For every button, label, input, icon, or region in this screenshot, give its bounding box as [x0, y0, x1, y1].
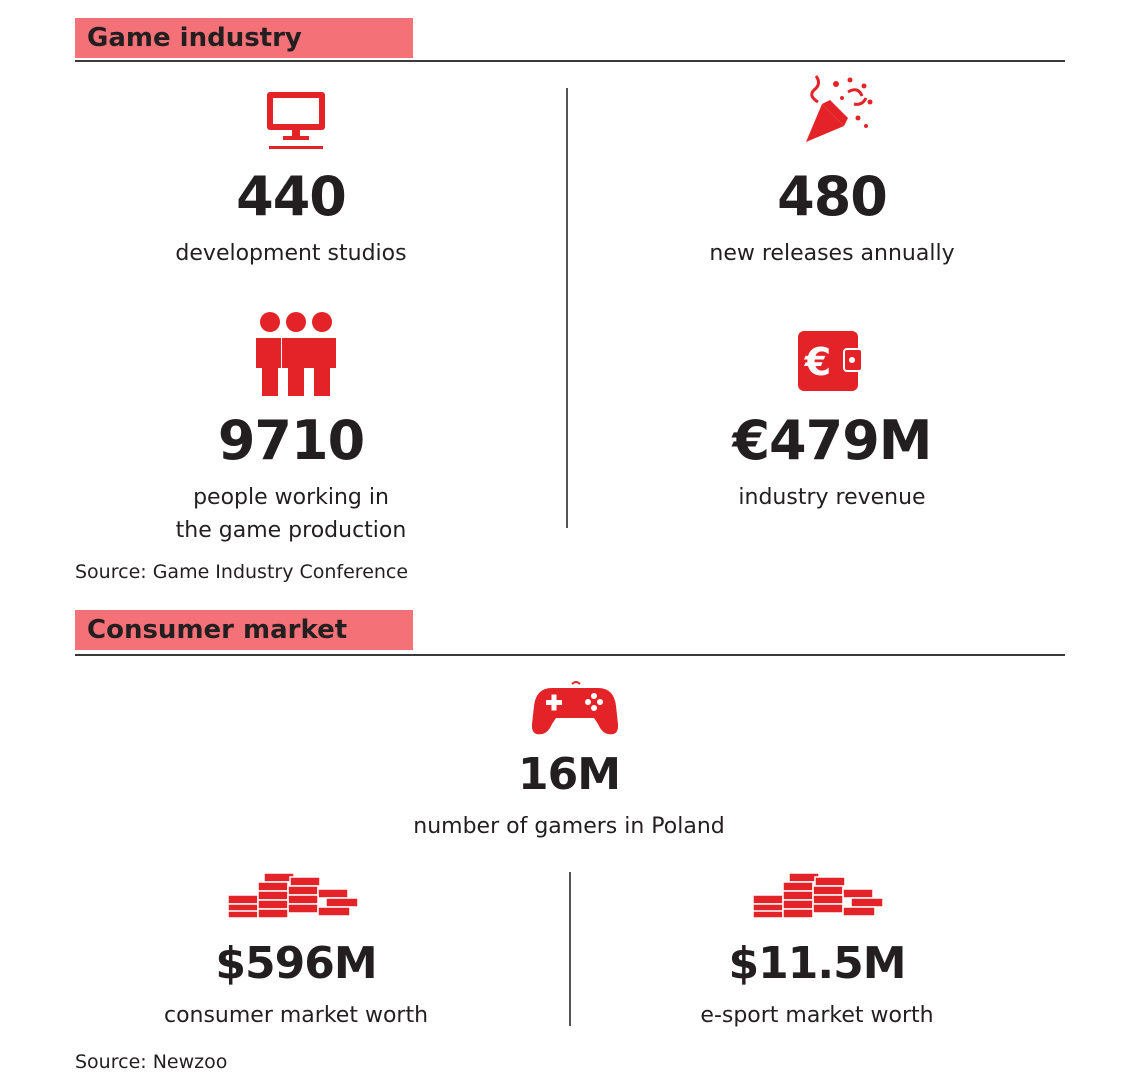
stat-label-esport-market: e-sport market worth	[700, 1003, 934, 1028]
source-note: Source: Game Industry Conference	[75, 561, 409, 583]
source-note: Source: Newzoo	[75, 1051, 228, 1073]
stat-value-gamers: 16M	[517, 749, 620, 800]
stat-label-studios: development studios	[175, 241, 407, 266]
monitor-icon	[265, 90, 327, 152]
party-popper-icon	[802, 74, 876, 146]
column-divider	[566, 88, 568, 528]
svg-text:€: €	[804, 340, 832, 384]
stat-label-consumer-market: consumer market worth	[163, 1003, 429, 1028]
stat-value-esport-market: $11.5M	[728, 938, 906, 989]
stat-value-revenue: €479M	[732, 409, 932, 472]
section-title-game-industry: Game industry	[75, 18, 413, 58]
stat-value-consumer-market: $596M	[215, 938, 377, 989]
money-stack-icon	[751, 873, 885, 919]
stat-label-gamers: number of gamers in Poland	[413, 814, 725, 839]
stat-value-people: 9710	[217, 409, 365, 472]
section-divider	[75, 60, 1065, 62]
money-stack-icon	[226, 873, 360, 919]
stat-label-revenue: industry revenue	[738, 485, 926, 510]
column-divider	[569, 872, 571, 1026]
gamepad-icon	[532, 680, 618, 736]
stat-value-studios: 440	[236, 165, 346, 228]
section-divider	[75, 654, 1065, 656]
stat-label-people-line2: the game production	[175, 518, 407, 543]
stat-value-releases: 480	[777, 165, 887, 228]
people-icon	[254, 310, 338, 396]
section-title-consumer-market: Consumer market	[75, 610, 413, 650]
stat-label-people-line1: people working in	[193, 485, 389, 510]
stat-label-releases: new releases annually	[709, 241, 955, 266]
euro-wallet-icon	[798, 331, 862, 391]
